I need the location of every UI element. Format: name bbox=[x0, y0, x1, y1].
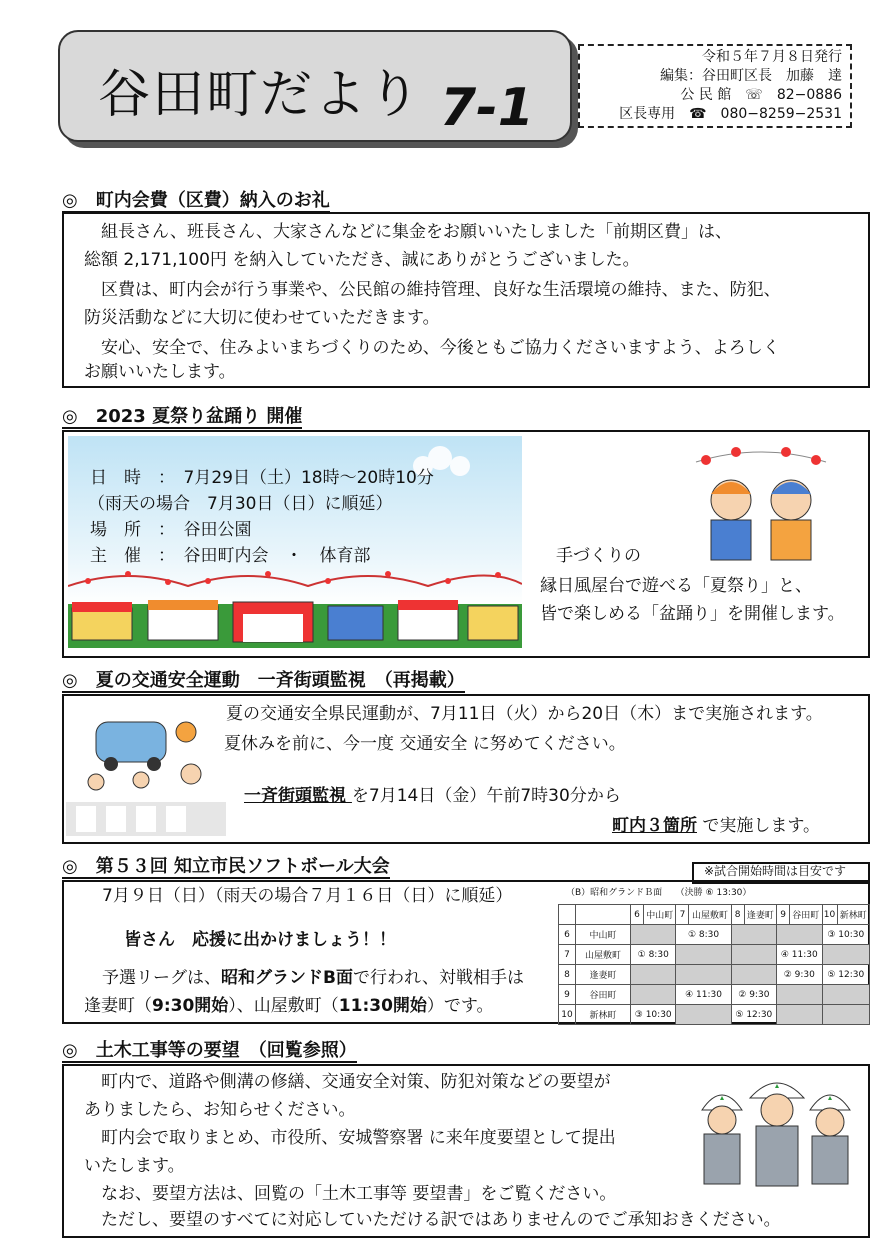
issue-number: 7-1 bbox=[440, 78, 534, 138]
s1-line: 防災活動などに大切に使わせていただきます。 bbox=[84, 308, 440, 328]
s3-line: 夏休みを前に、今一度 交通安全 に努めてください。 bbox=[224, 734, 626, 754]
s5-line: なお、要望方法は、回覧の「土木工事等 要望書」をご覧ください。 bbox=[84, 1184, 617, 1204]
table-row: 8 逢妻町 ② 9:30 ⑤ 12:30 bbox=[559, 965, 870, 985]
festival-organizer: 主 催 ： 谷田町内会 ・ 体育部 bbox=[90, 546, 371, 566]
s5-line: ただし、要望のすべてに対応していただける訳ではありませんのでご承知おきください。 bbox=[84, 1210, 781, 1230]
s5-line: ありましたら、お知らせください。 bbox=[84, 1100, 356, 1120]
table-caption: （B）昭和グランドＢ面 （決勝 ⑥ 13:30） bbox=[566, 888, 752, 898]
festival-place: 場 所 ： 谷田公園 bbox=[90, 520, 252, 540]
construction-workers-illustration bbox=[682, 1070, 862, 1188]
table-header-row: 6 中山町 7 山屋敷町 8 逢妻町 9 谷田町 10 新林町 bbox=[559, 905, 870, 925]
s4-cheer: 皆さん 応援に出かけましょう！！ bbox=[124, 930, 396, 950]
section3-heading: ◎ 夏の交通安全運動 一斉街頭監視 （再掲載） bbox=[62, 670, 465, 691]
editor: 編集：谷田町区長 加藤 達 bbox=[660, 68, 842, 84]
s3-line: 町内３箇所 で実施します。 bbox=[612, 816, 821, 836]
s5-line: 町内で、道路や側溝の修繕、交通安全対策、防犯対策などの要望が bbox=[84, 1072, 611, 1092]
s3-line: 一斉街頭監視 を7月14日（金）午前7時30分から bbox=[244, 786, 621, 806]
section5-heading: ◎ 土木工事等の要望 （回覧参照） bbox=[62, 1040, 357, 1061]
festival-desc: 縁日風屋台で遊べる「夏祭り」と、 bbox=[540, 576, 812, 596]
table-row: 7 山屋敷町 ① 8:30 ④ 11:30 bbox=[559, 945, 870, 965]
festival-desc: 皆で楽しめる「盆踊り」を開催します。 bbox=[540, 604, 845, 624]
s1-line: 安心、安全で、住みよいまちづくりのため、今後ともご協力くださいますよう、よろしく bbox=[84, 338, 780, 358]
festival-desc: 手づくりの bbox=[556, 546, 641, 566]
s3-line: 夏の交通安全県民運動が、7月11日（火）から20日（木）まで実施されます。 bbox=[226, 704, 823, 724]
s1-line: 組長さん、班長さん、大家さんなどに集金をお願いいたしました「前期区費」は、 bbox=[84, 222, 733, 242]
league-table bbox=[558, 904, 870, 1025]
s1-line: 区費は、町内会が行う事業や、公民館の維持管理、良好な生活環境の維持、また、防犯、 bbox=[84, 280, 781, 300]
festival-rain-date: （雨天の場合 7月30日（日）に順延） bbox=[88, 494, 393, 514]
issue-date: 令和５年７月８日発行 bbox=[702, 49, 842, 65]
children-yukata-illustration bbox=[686, 442, 836, 572]
s5-line: いたします。 bbox=[84, 1156, 185, 1176]
table-row: 10 新林町 ③ 10:30 ⑤ 12:30 bbox=[559, 1005, 870, 1025]
festival-datetime: 日 時 ： 7月29日（土）18時～20時10分 bbox=[90, 468, 434, 488]
s4-line: 逢妻町（9:30開始）、山屋敷町（11:30開始）です。 bbox=[84, 996, 494, 1016]
s5-line: 町内会で取りまとめ、市役所、安城警察署 に来年度要望として提出 bbox=[84, 1128, 616, 1148]
s4-line: 予選リーグは、昭和グランドB面で行われ、対戦相手は bbox=[102, 968, 524, 988]
section2-heading: ◎ 2023 夏祭り盆踊り 開催 bbox=[62, 406, 303, 427]
time-note: ※試合開始時間は目安です bbox=[704, 864, 847, 878]
publisher-info bbox=[578, 44, 852, 128]
newsletter-title: 谷田町だより bbox=[98, 65, 423, 125]
hall-phone: 公 民 館 ☏ 82−0886 bbox=[680, 87, 842, 103]
traffic-safety-illustration bbox=[66, 702, 226, 836]
s1-line: お願いいたします。 bbox=[84, 362, 236, 382]
table-row: 9 谷田町 ④ 11:30 ② 9:30 bbox=[559, 985, 870, 1005]
section4-heading: ◎ 第５３回 知立市民ソフトボール大会 bbox=[62, 856, 390, 877]
table-row: 6 中山町 ① 8:30 ③ 10:30 bbox=[559, 925, 870, 945]
leader-phone: 区長専用 ☎ 080−8259−2531 bbox=[619, 106, 842, 122]
section1-heading: ◎ 町内会費（区費）納入のお礼 bbox=[62, 190, 330, 211]
s4-line: 7月９日（日）（雨天の場合７月１６日（日）に順延） bbox=[102, 886, 513, 906]
s1-line: 総額 2,171,100円 を納入していただき、誠にありがとうございました。 bbox=[84, 250, 640, 270]
